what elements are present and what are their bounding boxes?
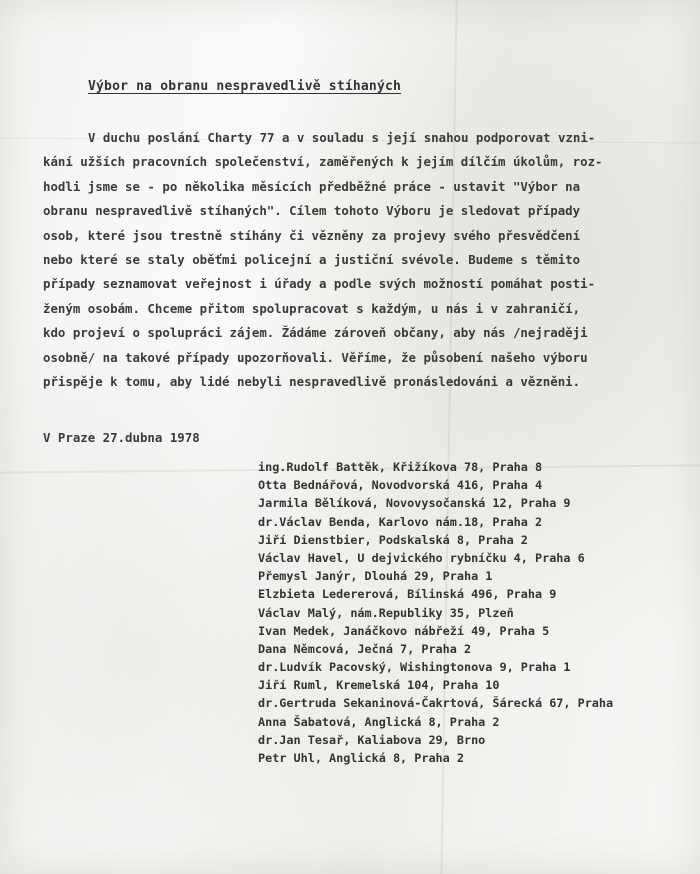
paragraph-line: případy seznamovat veřejnost i úřady a podle svých možností pomáhat posti-: [43, 276, 596, 292]
paragraph-line: kání užších pracovních společenství, zaměřených k jejím dílčím úkolům, roz-: [43, 154, 603, 170]
signatory-entry: Václav Malý, nám.Republiky 35, Plzeň: [258, 605, 514, 620]
signatory-entry: Přemysl Janýr, Dlouhá 29, Praha 1: [258, 569, 493, 584]
paragraph-line: nebo které se staly oběťmi policejní a justiční svévole. Budeme s těmito: [43, 251, 581, 267]
body-paragraph: [43, 130, 683, 398]
paragraph-line: hodli jsme se - po několika měsících předběžné práce - ustavit "Výbor na: [43, 178, 581, 194]
signatory-entry: Jarmila Bělíková, Novovysočanská 12, Praha 9: [258, 496, 571, 511]
signatory-entry: Petr Uhl, Anglická 8, Praha 2: [258, 751, 464, 765]
paragraph-line: V duchu poslání Charty 77 a v souladu s její snahou podporovat vzni-: [88, 130, 596, 145]
paragraph-line: přispěje k tomu, aby lidé nebyli nespravedlivě pronásledováni a vězněni.: [43, 373, 581, 389]
date-line: V Praze 27.dubna 1978: [43, 430, 200, 445]
signatory-entry: dr.Jan Tesař, Kaliabova 29, Brno: [258, 732, 486, 747]
signatory-entry: dr.Gertruda Sekaninová-Čakrtová, Šárecká 67, Praha: [258, 696, 614, 711]
signatory-entry: Václav Havel, U dejvického rybníčku 4, Praha 6: [258, 550, 585, 565]
signatory-list: [258, 460, 698, 769]
signatory-entry: ing.Rudolf Battěk, Křižíkova 78, Praha 8: [258, 460, 543, 474]
paragraph-line: kdo projeví o spolupráci zájem. Žádáme zároveň občany, aby nás /nejraději: [43, 325, 588, 341]
signatory-entry: Jiří Dienstbier, Podskalská 8, Praha 2: [258, 532, 528, 547]
signatory-entry: Ivan Medek, Janáčkovo nábřeží 49, Praha 5: [258, 623, 550, 638]
signatory-entry: Jiří Ruml, Kremelská 104, Praha 10: [258, 678, 500, 693]
paragraph-line: osob, které jsou trestně stíhány či vězněny za projevy svého přesvědčení: [43, 227, 581, 243]
signatory-entry: dr.Václav Benda, Karlovo nám.18, Praha 2: [258, 514, 543, 529]
paragraph-line: ženým osobám. Chceme přitom spolupracovat s každým, u nás i v zahraničí,: [43, 300, 581, 316]
signatory-entry: Elzbieta Ledererová, Bílinská 496, Praha 9: [258, 587, 557, 602]
signatory-entry: Otta Bednářová, Novodvorská 416, Praha 4: [258, 478, 543, 493]
paragraph-line: osobně/ na takové případy upozorňovali. Věříme, že působení našeho výboru: [43, 349, 588, 365]
signatory-entry: dr.Ludvík Pacovský, Wishingtonova 9, Praha 1: [258, 660, 571, 675]
paragraph-line: obranu nespravedlivě stíhaných". Cílem tohoto Výboru je sledovat případy: [43, 203, 581, 219]
signatory-entry: Dana Němcová, Ječná 7, Praha 2: [258, 641, 472, 656]
signatory-entry: Anna Šabatová, Anglická 8, Praha 2: [258, 714, 500, 729]
document-title: Výbor na obranu nespravedlivě stíhaných: [88, 79, 402, 94]
